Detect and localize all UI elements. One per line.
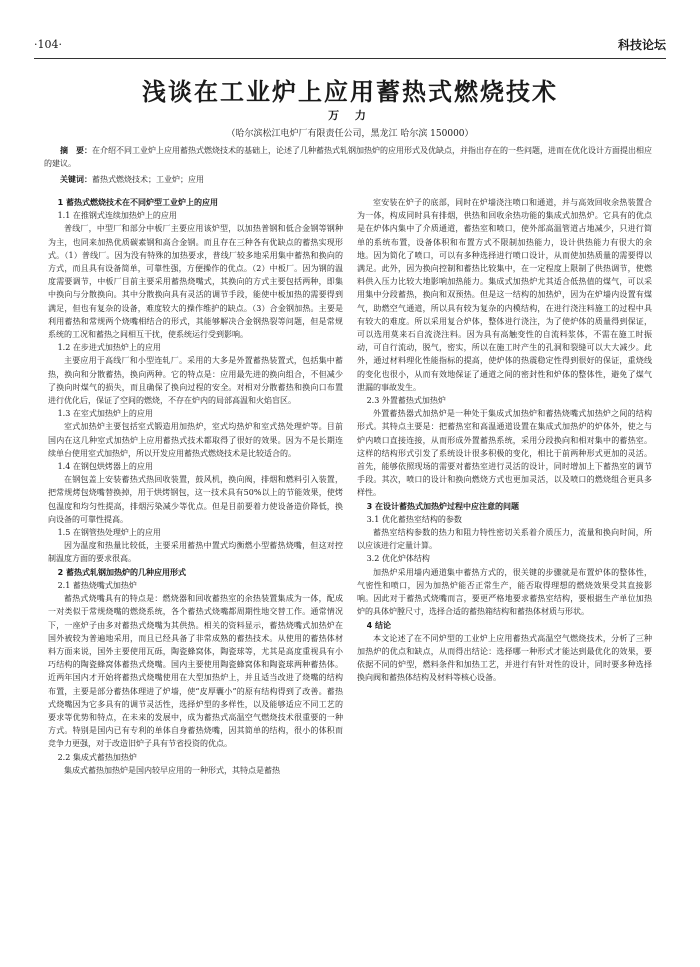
author-name: 万 力: [328, 109, 372, 122]
body-column-right: [357, 196, 652, 685]
abstract: [44, 144, 656, 170]
keywords-label: 关键词：: [60, 175, 92, 184]
body-paragraph: 室安装在炉子的底部，同时在炉墙浇注喷口和通道，并与高效回收余热装置合为一体，构成同时具有排烟，供热和回收余热功能的集成式加热炉。它具有的优点是在炉体内集中了介质通道，蓄热室和喷口，使外部高温管道占地减少，只进行简单的系统布置，设备体积和布置方式不限制加热能力，设计供热能力有很大的余地。因为简化了喷口，可以有多种选择进行喷口设计，从而使加热质量的需要得以满足。此外，因为换向控制和蓄热比较集中，在一定程度上限制了供热调节，使燃料供入压力比较大地影响加热能力。集成式加热炉尤其适合低热值的煤气，可以采用集中分段蓄热，换向和双预热。但是这一结构的加热炉，因为在炉墙内设置有煤气，助燃空气通道，所以具有较为复杂的内模结构，在进行浇注料施工的过程中具有较大的难度。所以采用复合炉体，整体进行浇注，为了使炉体的质量得到保证，可以选用莫来石自流浇注料。因为具有高触变性的自流料浆体，不需在施工时振动，可自行流动，脱气，密实，所以在施工时产生的孔洞和裂缝可以大大减少。此外，通过材料理化性能指标的提高，使炉体的热震稳定性得到很好的保证，重烧线的变化也很小，从而有效地保证了通道之间的密封性和炉体的整体性，避免了煤气泄漏的事故发生。: [357, 198, 652, 392]
subsection-heading: 1.1 在推钢式连续加热炉上的应用: [57, 211, 177, 221]
body-paragraph: 普线厂，中型厂和部分中板厂主要应用该炉型，以加热普钢和低合金钢等钢种为主，也同来加热优质碳素钢和高合金钢。而且存在三种各有优缺点的蓄热实现形式。（1）普线厂。因为没有特殊的加热要求，普线厂较多地采用集中蓄热和换向的方式，而且具有设备简单，可靠性强，方便操作的优点。（2）中板厂。因为钢的温度需要调节，中板厂目前主要采用蓄热烧嘴式，其换向的方式主要包括两种，即集中换向与分散换向。其中分散换向具有灵活的调节手段，能使中板加热的需要得到满足，但也有复杂的设备，难度较大的操作维护的缺点。（3）合金钢加热。主要是利用蓄热和常规两个烧嘴相结合的形式，其能够解决合金钢热裂等问题，但是常规系统的工况和蓄热之间相互干扰，使系统运行受到影响。: [48, 224, 343, 340]
abstract-label: 摘 要：: [60, 146, 92, 155]
section-heading: 3 在设计蓄热式加热炉过程中应注意的问题: [366, 501, 519, 511]
body-paragraph: 蓄热式烧嘴具有的特点是：燃烧器和回收蓄热室的余热装置集成为一体，配成一对类似于常规烧嘴的燃烧系统，各个蓄热式烧嘴都周期性地交替工作。通常情况下，一座炉子由多对蓄热式烧嘴为其供热。相关的资料显示，蓄热烧嘴式加热炉在国外被较为普遍地采用，而且已经具备了非常成熟的蓄热技术。从使用的蓄热体材料方面来说，国外主要使用瓦砾，陶瓷蜂窝体，陶瓷球等，尤其是高度重视具有小巧结构的陶瓷蜂窝体蓄热式烧嘴。国内主要使用陶瓷蜂窝体和陶瓷球两种蓄热体。近两年国内才开始将蓄热式烧嘴使用在大型加热炉上，并且适当改进了烧嘴的结构布置，主要是部分蓄热体理进了炉墙，使“皮厚囊小”的原有结构得到了改善。蓄热式烧嘴因为它多具有的调节灵活性，选择炉型的多样性，以及能够适应不同工艺的要求等优势和特点，在未来的发展中，成为蓄热式高温空气燃烧技术很重要的一种方式。特别是国内已有专利的单体自身蓄热烧嘴，因其简单的结构，很小的体积而竞争力更强，对于改造旧炉子具有节省投资的优点。: [48, 594, 343, 749]
subsection-heading: 1.5 在钢管热处理炉上的应用: [57, 528, 161, 538]
header-divider: [34, 58, 666, 59]
author-affiliation: （哈尔滨松江电炉厂有限责任公司，黑龙江 哈尔滨 150000）: [226, 129, 474, 139]
body-paragraph: 室式加热炉主要包括室式锻造用加热炉，室式均热炉和室式热处理炉等。目前国内在这几种室式加热炉上应用蓄热式技术都取得了很好的效果。因为不是长期连续单台使用室式加热炉，所以开发应用蓄热式燃烧技术是比较适合的。: [48, 422, 343, 458]
section-heading: 2 蓄热式轧钢加热炉的几种应用形式: [57, 567, 186, 577]
body-paragraph: 本文论述了在不同炉型的工业炉上应用蓄热式高温空气燃烧技术，分析了三种加热炉的优点和缺点，从而得出结论：选择哪一种形式才能达到最优化的效果，要依据不同的炉型，燃料条件和加热工艺，并进行有针对性的设计，同时要多种选择换向阀和蓄热体结构及材料等核心设备。: [357, 633, 652, 683]
body-paragraph: 在钢包盖上安装蓄热式热回收装置，鼓风机，换向阀，排烟和燃料引入装置，把常规烤包烧嘴替换掉，用于烘烤钢包，这一技术具有50%以上的节能效果，使烤包温度和均匀性提高，排烟污染减少等优点。但是目前要着力使设备造价降低，换向设备的可靠性提高。: [48, 475, 343, 524]
article-title: 浅谈在工业炉上应用蓄热式燃烧技术: [142, 78, 558, 106]
subsection-heading: 1.2 在步进式加热炉上的应用: [57, 343, 161, 353]
body-paragraph: 加热炉采用墙内通道集中蓄热方式的，很关键的步骤就是布置炉体的整体性，气密性和喷口，因为加热炉能否正常生产，能否取得理想的燃烧效果受其直接影响。因此对于蓄热式烧嘴而言，要更严格地要求蓄热室结构，要根据生产单位加热炉的具体炉膛尺寸，选择合适的蓄热箱结构和蓄热体材质与形状。: [357, 567, 652, 617]
journal-section-label: 科技论坛: [617, 38, 666, 52]
body-paragraph: 主要应用于高线厂和小型连轧厂。采用的大多是外置蓄热装置式，包括集中蓄热，换向和分散蓄热，换向两种。它的特点是：应用最先进的换向组合，不但减少了换向时煤气的损失，而且确保了换向过程的安全。对相对分散蓄热和换向口布置进行优化后，保证了空间的燃烧，不存在炉内的局部高温和火焰盲区。: [48, 356, 343, 406]
subsection-heading: 3.2 优化炉体结构: [366, 554, 430, 564]
body-paragraph: 蓄热室结构参数的热力和阻力特性密切关系着介质压力，流量和换向时间，所以应该进行定量计算。: [357, 528, 652, 551]
body-paragraph: 集成式蓄热加热炉是国内较早应用的一种形式，其特点是蓄热: [64, 765, 280, 775]
section-heading: 4 结论: [366, 620, 391, 630]
body-column-left: [48, 196, 343, 777]
subsection-heading: 2.3 外置蓄热式加热炉: [366, 396, 446, 406]
subsection-heading: 2.2 集成式蓄热加热炉: [57, 752, 137, 762]
subsection-heading: 1.3 在室式加热炉上的应用: [57, 409, 153, 419]
section-heading: 1 蓄热式燃烧技术在不同炉型工业炉上的应用: [57, 198, 218, 207]
keywords-text: 蓄热式燃烧技术；工业炉；应用: [92, 175, 204, 184]
subsection-heading: 1.4 在钢包烘烤器上的应用: [57, 462, 153, 472]
abstract-text: 在介绍不同工业炉上应用蓄热式燃烧技术的基础上，论述了几种蓄热式轧钢加热炉的应用形式及优缺点，并指出存在的一些问题，进而在优化设计方面提出相应的建议。: [44, 146, 652, 168]
page-header: [34, 36, 666, 56]
body-paragraph: 外置蓄热器式加热炉是一种处于集成式加热炉和蓄热烧嘴式加热炉之间的结构形式。其特点主要是：把蓄热室和高温通道设置在集成式加热炉的炉体外，使之与炉内喷口直接连接，从而形成外置蓄热系统，采用分段换向和相对集中的蓄热室。这样的结构形式引发了系统设计很多积极的变化，相比于前两种形式更加的灵活。首先，能够依照现场的需要对蓄热室进行灵活的设计，同时增加上下蓄热室的调节手段。其次，喷口的设计和换向燃烧方式也更加灵活，以及喷口的燃烧组合更具多样性。: [357, 409, 652, 498]
body-paragraph: 因为温度和热量比较低，主要采用蓄热中置式均衡燃小型蓄热烧嘴，但这对控制温度方面的要求很高。: [48, 541, 343, 564]
subsection-heading: 2.1 蓄热烧嘴式加热炉: [57, 580, 137, 590]
page-number: ·104·: [34, 38, 62, 51]
subsection-heading: 3.1 优化蓄热室结构的参数: [366, 514, 462, 524]
keywords: [60, 173, 656, 186]
